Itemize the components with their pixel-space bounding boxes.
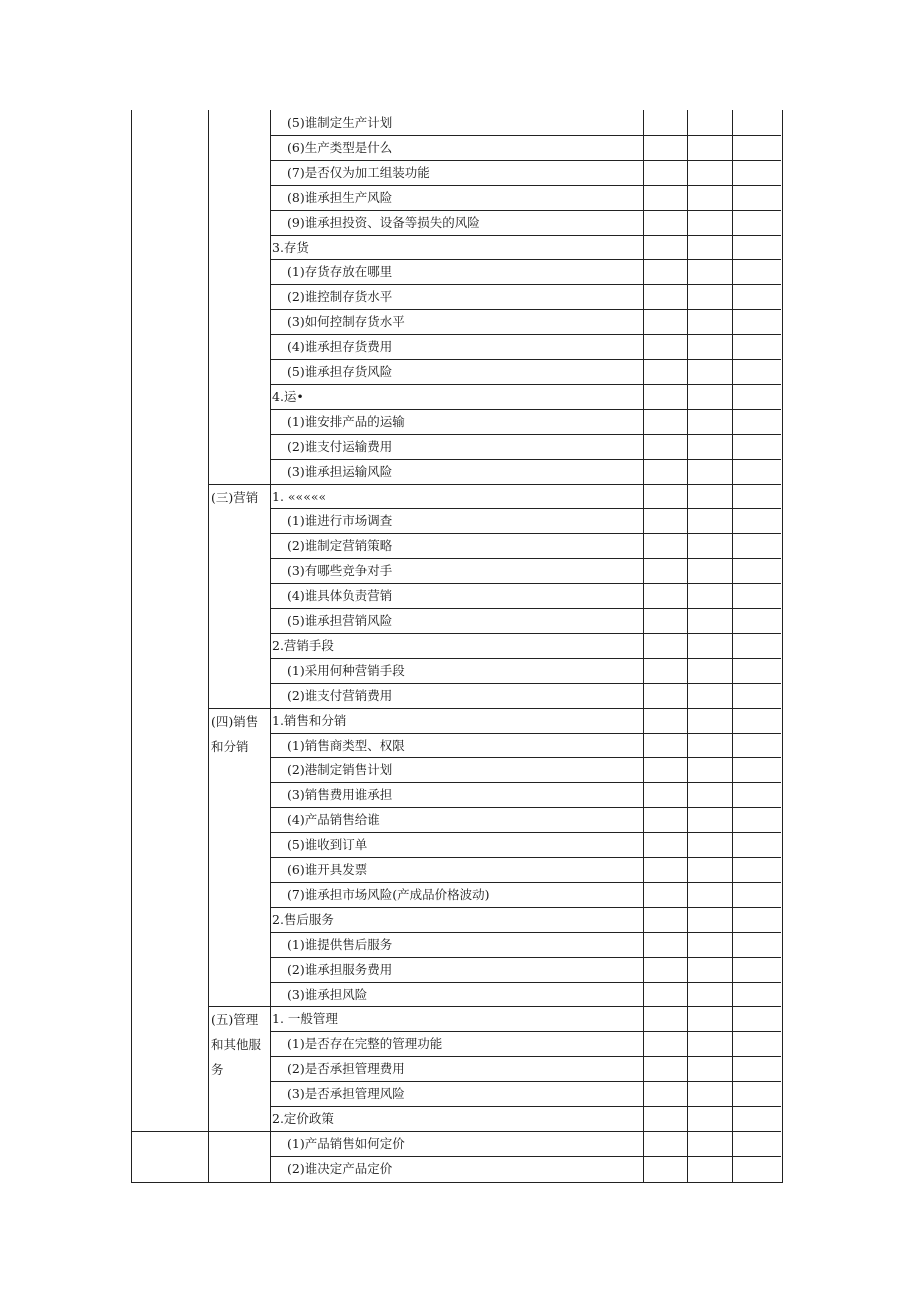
row-divider (270, 757, 781, 758)
sub-item-text: (3)销售费用谁承担 (287, 787, 393, 802)
column-divider (270, 110, 271, 1182)
row-divider (270, 658, 781, 659)
row-divider (270, 1106, 781, 1107)
row-divider (270, 633, 781, 634)
row-divider (270, 1031, 781, 1032)
sub-item-text: (3)如何控制存货水平 (287, 314, 405, 329)
sub-item-text: (5)谁承担营销风险 (287, 613, 393, 628)
sub-item-text: (2)港制定销售计划 (287, 762, 393, 777)
sub-item-text: (1)谁安排产品的运输 (287, 414, 405, 429)
sub-item-text: (6)生产类型是什么 (287, 140, 393, 155)
row-divider (270, 259, 781, 260)
sub-item-text: (7)是否仅为加工组装功能 (287, 165, 430, 180)
row-divider (270, 932, 781, 933)
sub-item-text: (3)有哪些竞争对手 (287, 563, 393, 578)
sub-item-text: (1)谁进行市场调查 (287, 513, 393, 528)
row-divider (270, 459, 781, 460)
row-divider (131, 1131, 781, 1132)
column-divider (643, 110, 644, 1182)
sub-item-text: (2)谁承担服务费用 (287, 962, 393, 977)
sub-item-text: (4)谁具体负责营销 (287, 588, 393, 603)
sub-item-text: (2)是否承担管理费用 (287, 1061, 405, 1076)
row-divider (270, 857, 781, 858)
row-divider (270, 982, 781, 983)
item-heading-text: 1.销售和分销 (272, 713, 347, 728)
row-divider (270, 409, 781, 410)
sub-item-text: (2)谁支付运输费用 (287, 439, 393, 454)
sub-item-text: (3)谁承担风险 (287, 987, 368, 1002)
row-divider (270, 907, 781, 908)
sub-item-text: (1)销售商类型、权限 (287, 738, 405, 753)
row-divider (270, 434, 781, 435)
sub-item-text: (3)谁承担运输风险 (287, 464, 393, 479)
item-heading-text: 1. ««««« (272, 489, 327, 504)
sub-item-text: (2)谁制定营销策略 (287, 538, 393, 553)
sub-item-text: (7)谁承担市场风险(产成品价格波动) (287, 887, 490, 902)
row-divider (270, 135, 781, 136)
sub-item-text: (9)谁承担投资、设备等损失的风险 (287, 215, 480, 230)
row-divider (270, 334, 781, 335)
sub-item-text: (2)谁决定产品定价 (287, 1161, 393, 1176)
sub-item-text: (2)谁控制存货水平 (287, 289, 393, 304)
item-heading-text: 1. 一般管理 (272, 1011, 338, 1026)
row-divider (208, 708, 781, 709)
sub-item-text: (1)产品销售如何定价 (287, 1136, 405, 1151)
sub-item-text: (2)谁支付营销费用 (287, 688, 393, 703)
row-divider (270, 683, 781, 684)
row-divider (270, 235, 781, 236)
sub-item-text: (8)谁承担生产风险 (287, 190, 393, 205)
sub-item-text: (1)是否存在完整的管理功能 (287, 1036, 443, 1051)
sub-item-text: (5)谁制定生产计划 (287, 115, 393, 130)
row-divider (270, 608, 781, 609)
row-divider (270, 583, 781, 584)
sub-item-text: (4)产品销售给谁 (287, 812, 380, 827)
sub-item-text: (5)谁承担存货风险 (287, 364, 393, 379)
column-divider (732, 110, 733, 1182)
item-heading-text: 3.存货 (272, 240, 309, 255)
row-divider (270, 1056, 781, 1057)
item-heading-text: 2.售后服务 (272, 912, 334, 927)
row-divider (270, 210, 781, 211)
row-divider (208, 484, 781, 485)
item-heading-text: 4.运• (272, 389, 304, 404)
sub-item-text: (6)谁开具发票 (287, 862, 368, 877)
section-label: (三)营销 (211, 490, 259, 505)
row-divider (270, 185, 781, 186)
row-divider (270, 882, 781, 883)
row-divider (270, 160, 781, 161)
sub-item-text: (3)是否承担管理风险 (287, 1086, 405, 1101)
sub-item-text: (5)谁收到订单 (287, 837, 368, 852)
row-divider (270, 957, 781, 958)
item-heading-text: 2.营销手段 (272, 638, 334, 653)
column-divider (687, 110, 688, 1182)
row-divider (270, 733, 781, 734)
row-divider (270, 284, 781, 285)
row-divider (270, 807, 781, 808)
row-divider (270, 1081, 781, 1082)
row-divider (270, 782, 781, 783)
row-divider (208, 1006, 781, 1007)
row-divider (270, 558, 781, 559)
sub-item-text: (1)谁提供售后服务 (287, 937, 393, 952)
row-divider (270, 832, 781, 833)
row-divider (270, 384, 781, 385)
item-heading-text: 2.定价政策 (272, 1111, 334, 1126)
sub-item-text: (4)谁承担存货费用 (287, 339, 393, 354)
sub-item-text: (1)采用何种营销手段 (287, 663, 405, 678)
sub-item-text: (1)存货存放在哪里 (287, 264, 393, 279)
section-label: (四)销售和分销 (211, 714, 259, 754)
row-divider (270, 508, 781, 509)
row-divider (270, 309, 781, 310)
section-label: (五)管理和其他服务 (211, 1012, 262, 1077)
row-divider (270, 1156, 781, 1157)
column-divider (208, 110, 209, 1182)
row-divider (270, 359, 781, 360)
row-divider (270, 533, 781, 534)
